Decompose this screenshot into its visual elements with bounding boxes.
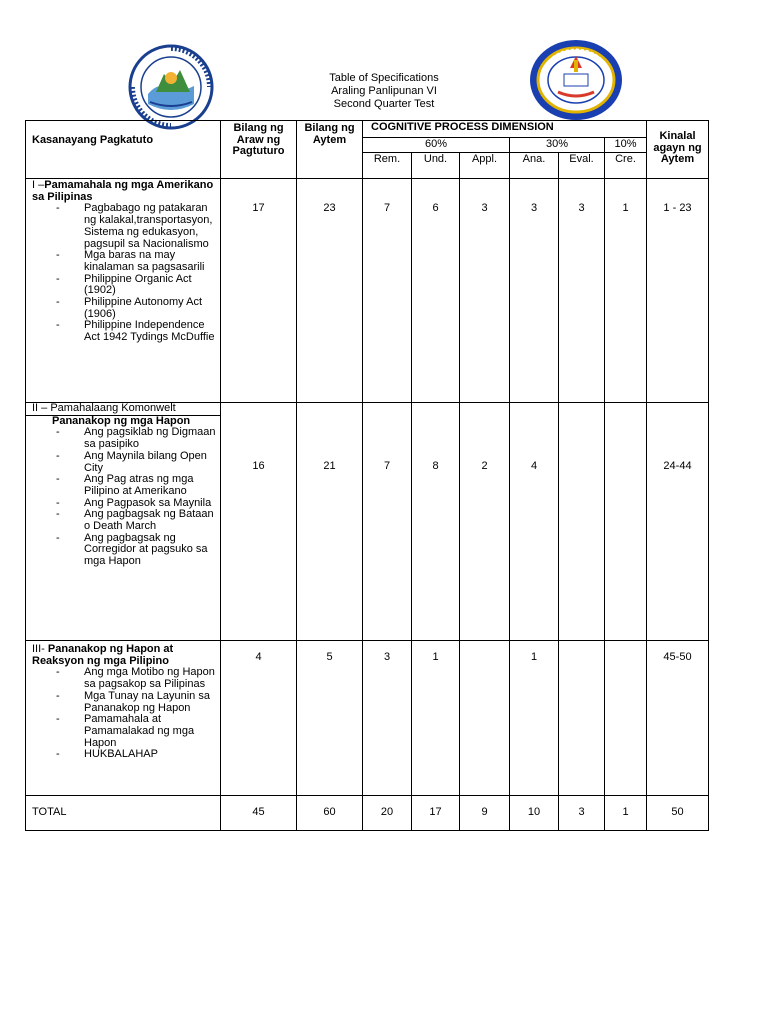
appl-cell: 2 [460,403,510,641]
eval-cell [559,403,605,641]
aytem-cell: 21 [297,403,363,641]
ana-cell: 1 [510,641,559,796]
cre-cell: 1 [605,179,647,403]
header-und: Und. [412,153,460,179]
list-item: - Pagbabago ng patakaran ng kalakal,transportasyon, Sistema ng edukasyon, pagsupil sa Nacionalismo [56,203,220,250]
list-item: - Mga baras na may kinalaman sa pagsasarili [56,250,220,273]
subtopic-list [32,667,220,761]
list-item: - HUKBALAHAP [56,749,220,761]
header-pct-60: 60% [363,138,510,153]
table-total-row [26,796,709,831]
title-line-1: Table of Specifications [329,72,439,84]
ana-cell: 4 [510,403,559,641]
header-appl: Appl. [460,153,510,179]
list-item: - Philippine Autonomy Act (1906) [56,297,220,320]
list-item: - Ang Maynila bilang Open City [56,451,220,474]
subtopic-list [26,427,220,567]
header-eval: Eval. [559,153,605,179]
topic-title: I –Pamamahala ng mga Amerikano sa Pilipinas [32,179,214,203]
cre-cell [605,641,647,796]
topic-cell [26,403,221,641]
topic-title: III- Pananakop ng Hapon at Reaksyon ng mga Pilipino [32,643,174,667]
header-pct-10: 10% [605,138,647,153]
list-item: - Ang pagbagsak ng Bataan o Death March [56,509,220,532]
list-item: - Pamamahala at Pamamalakad ng mga Hapon [56,714,220,749]
header-araw: Bilang ng Araw ng Pagtuturo [221,121,297,179]
document-title [0,72,768,111]
ana-cell: 3 [510,179,559,403]
total-und: 17 [412,796,460,831]
topic-cell [26,179,221,403]
appl-cell: 3 [460,179,510,403]
table-row [26,641,709,796]
list-item: - Ang pagsiklab ng Digmaan sa pasipiko [56,427,220,450]
total-aytem: 60 [297,796,363,831]
specifications-table [25,120,709,831]
table-header-row [26,121,709,138]
eval-cell: 3 [559,179,605,403]
kinalalagyan-cell: 24-44 [647,403,709,641]
topic-cell [26,641,221,796]
und-cell: 6 [412,179,460,403]
aytem-cell: 5 [297,641,363,796]
araw-cell: 17 [221,179,297,403]
header-kinalalagyan: Kinalal agayn ng Aytem [647,121,709,179]
rem-cell: 7 [363,403,412,641]
araw-cell: 4 [221,641,297,796]
total-label: TOTAL [26,796,221,831]
header-aytem: Bilang ng Aytem [297,121,363,179]
kinalalagyan-cell: 45-50 [647,641,709,796]
rem-cell: 3 [363,641,412,796]
total-rem: 20 [363,796,412,831]
title-line-3: Second Quarter Test [333,98,435,110]
title-line-2: Araling Panlipunan VI [331,85,437,97]
kinalalagyan-cell: 1 - 23 [647,179,709,403]
subtopic-list [32,203,220,343]
list-item: - Ang Pag atras ng mga Pilipino at Amerikano [56,474,220,497]
cre-cell [605,403,647,641]
header-cre: Cre. [605,153,647,179]
aytem-cell: 23 [297,179,363,403]
und-cell: 1 [412,641,460,796]
list-item: - Ang mga Motibo ng Hapon sa pagsakop sa Pilipinas [56,667,220,690]
appl-cell [460,641,510,796]
und-cell: 8 [412,403,460,641]
table-row [26,179,709,403]
rem-cell: 7 [363,179,412,403]
header-ana: Ana. [510,153,559,179]
total-cre: 1 [605,796,647,831]
list-item: - Ang pagbagsak ng Corregidor at pagsuko sa mga Hapon [56,533,220,568]
table-row [26,403,709,641]
header-kasanayan: Kasanayang Pagkatuto [26,121,221,179]
araw-cell: 16 [221,403,297,641]
list-item: - Philippine Independence Act 1942 Tydings McDuffie [56,320,220,343]
topic-heading: II – Pamahalaang Komonwelt [26,403,220,416]
header-rem: Rem. [363,153,412,179]
eval-cell [559,641,605,796]
list-item: - Mga Tunay na Layunin sa Pananakop ng Hapon [56,691,220,714]
list-item: - Philippine Organic Act (1902) [56,274,220,297]
total-appl: 9 [460,796,510,831]
topic-title: Pananakop ng mga Hapon [52,414,191,427]
header-cognitive: COGNITIVE PROCESS DIMENSION [363,121,647,138]
total-kinalalagyan: 50 [647,796,709,831]
list-item: - Ang Pagpasok sa Maynila [56,498,220,510]
total-ana: 10 [510,796,559,831]
total-araw: 45 [221,796,297,831]
total-eval: 3 [559,796,605,831]
header-pct-30: 30% [510,138,605,153]
